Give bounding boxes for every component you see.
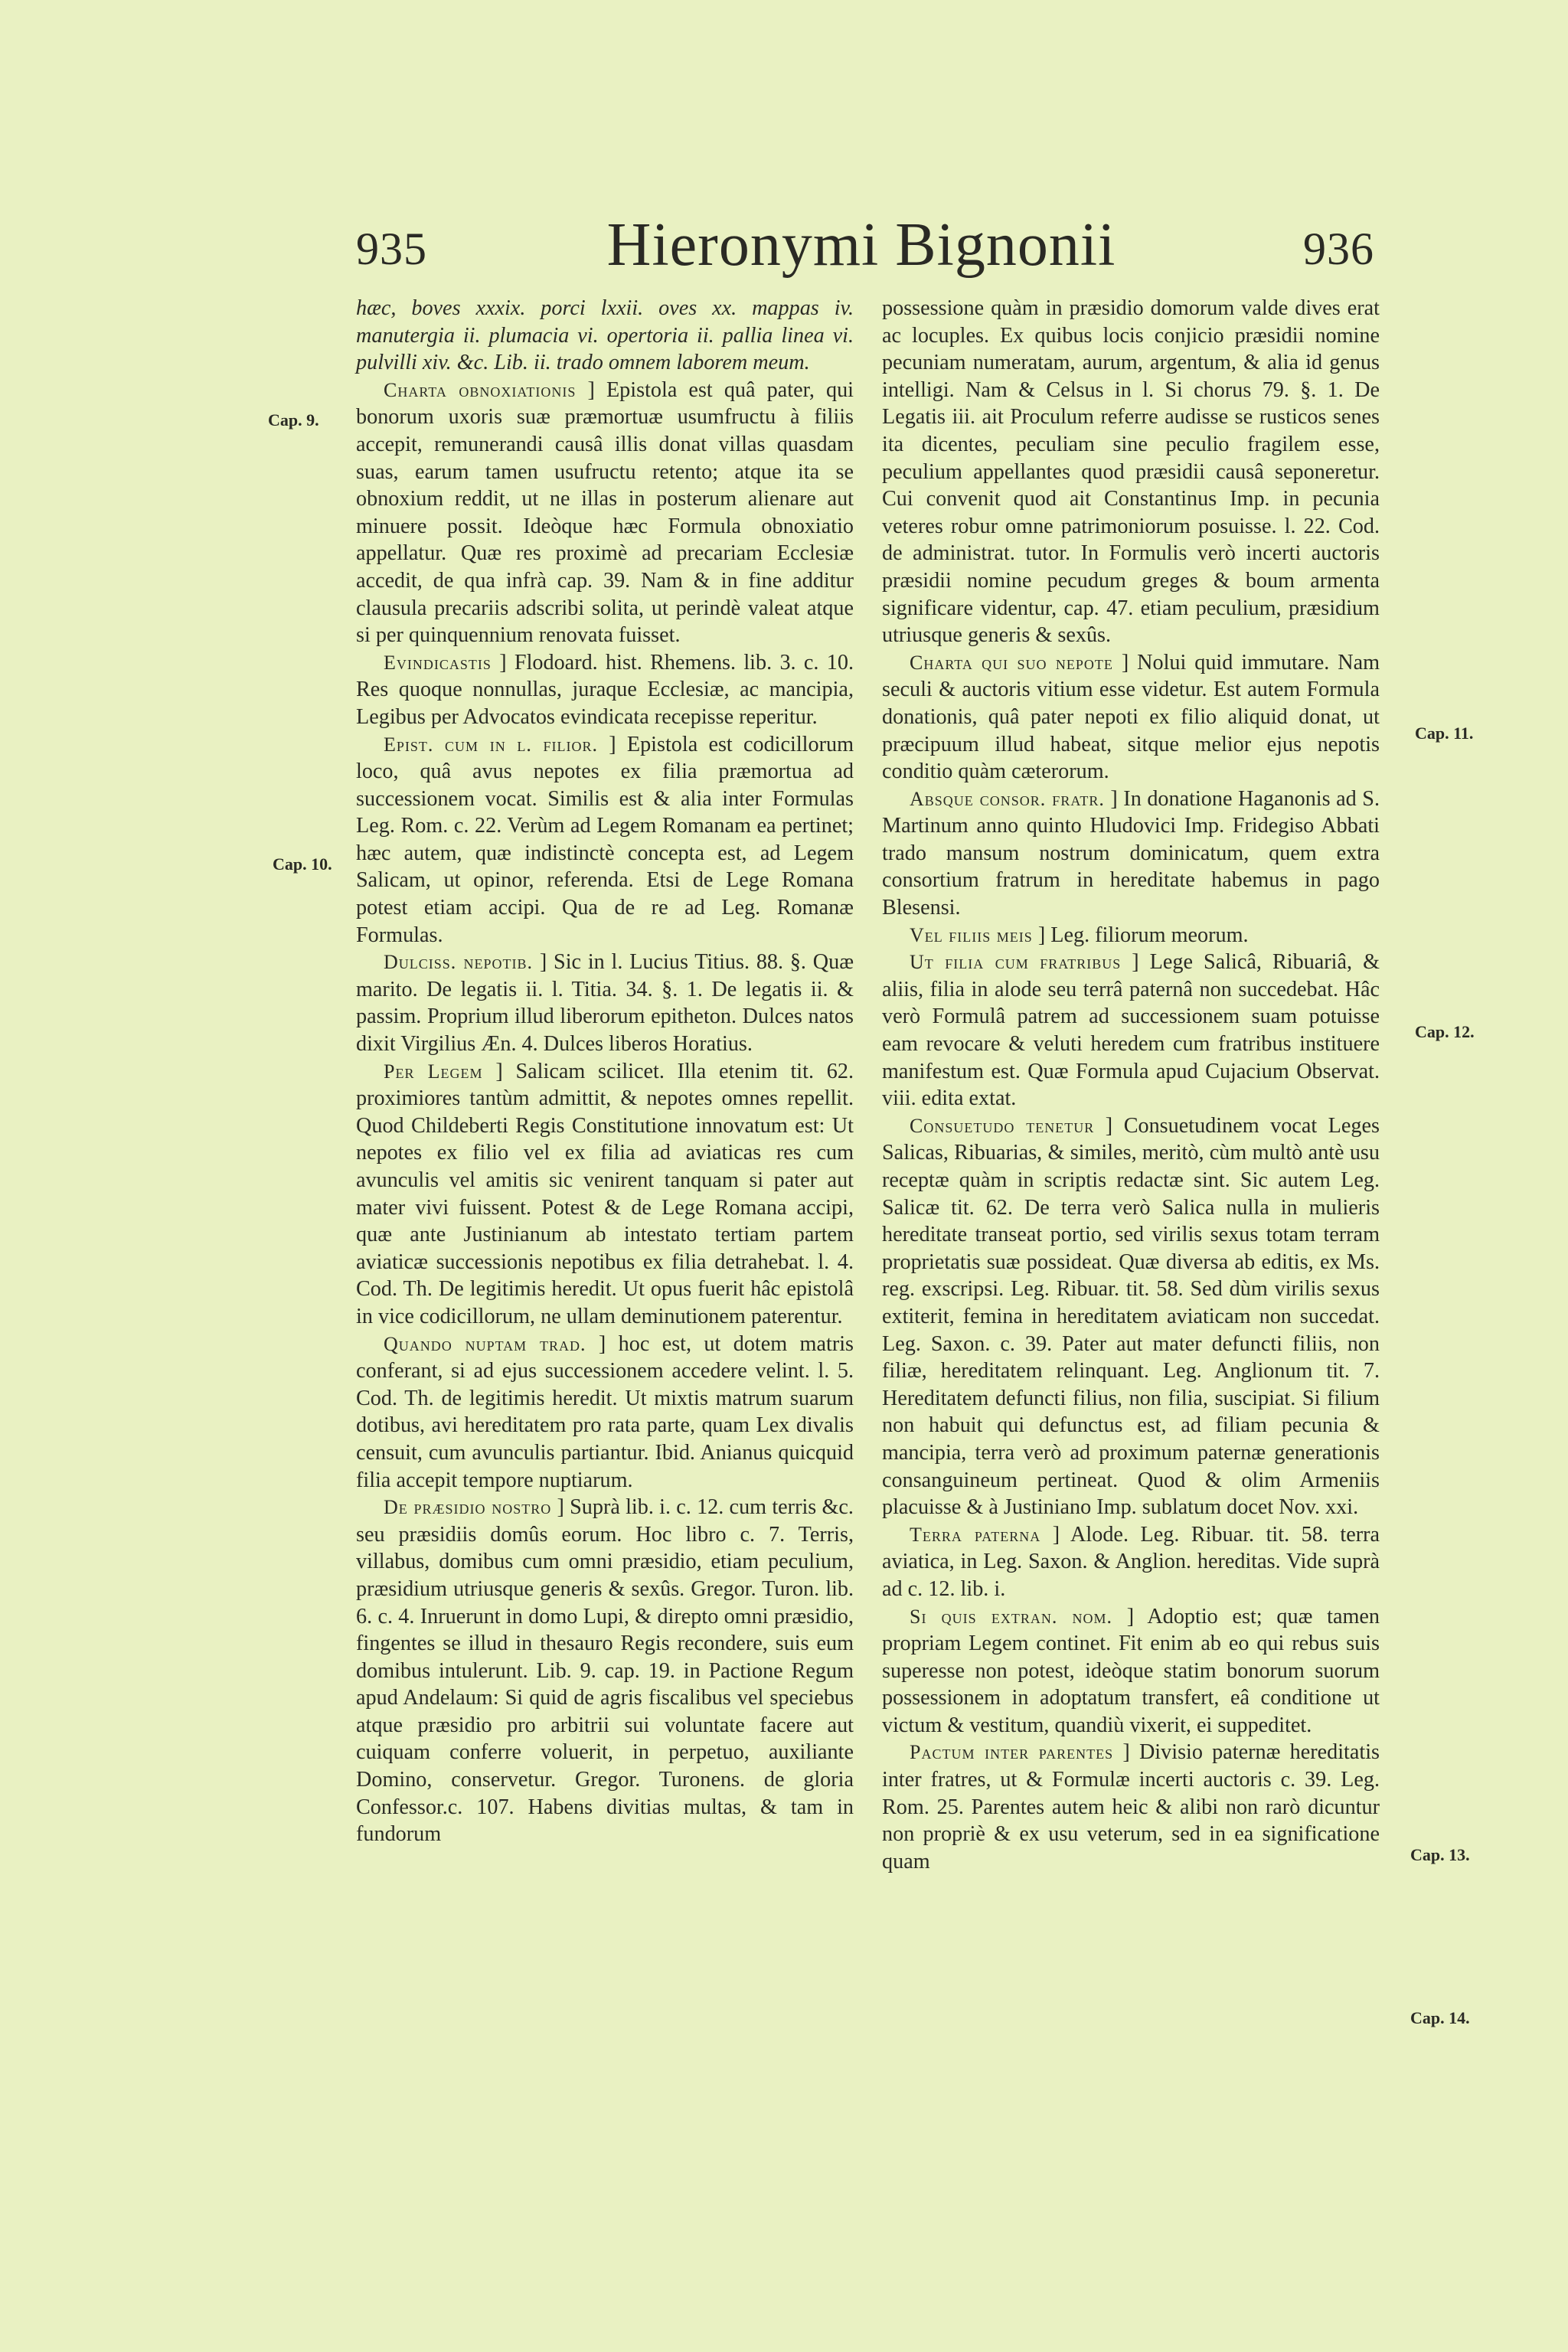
- left-column: [356, 295, 854, 1848]
- paragraph: De præsidio nostro ] Suprà lib. i. c. 12. cum terris &c. seu præsidiis domûs eorum. Hoc libro c. 7. Terris, villabus, domibus cum omni præsidio, etiam peculium, præsidium utriusque generis & sexûs. Gregor. Turon. lib. 6. c. 4. Inruerunt in domo Lupi, & direpto omni præsidio, fingentes se illud in thesauro Regis recondere, suis eum domibus intulerunt. Lib. 9. cap. 19. in Pactione Regum apud Andelaum: Si quid de agris fiscalibus vel speciebus atque præsidio pro arbitrii sui voluntate facere aut cuiquam conferre voluerit, in perpetuo, auxiliante Domino, conservetur. Gregor. Turonens. de gloria Confessor.c. 107. Habens divitias multas, & tam in fundorum: [356, 1495, 854, 1847]
- paragraph: Quando nuptam trad. ] hoc est, ut dotem matris conferant, si ad ejus successionem accedere velint. l. 5. Cod. Th. de legitimis heredit. Ut mixtis matrum suarum dotibus, avi hereditatem pro rata parte, quam Lex divalis censuit, cum avunculis partiantur. Ibid. Anianus quicquid filia accepit tempore nuptiarum.: [356, 1331, 854, 1492]
- paragraph: Terra paterna ] Alode. Leg. Ribuar. tit. 58. terra aviatica, in Leg. Saxon. & Anglion. hereditas. Vide suprà ad c. 12. lib. i.: [882, 1522, 1380, 1601]
- page-number-right: 936: [1303, 224, 1374, 274]
- paragraph: Si quis extran. nom. ] Adoptio est; quæ tamen propriam Legem continet. Fit enim ab eo qui rebus suis superesse non potest, ideòque statim bonorum suorum possessionem in adoptatum transfert, eâ conditione ut victum & vestitum, quandiù vixerit, ei suppeditet.: [882, 1604, 1380, 1737]
- paragraph: Pactum inter parentes ] Divisio paternæ hereditatis inter fratres, ut & Formulæ incerti auctoris c. 39. Leg. Rom. 25. Parentes autem heic & alibi non rarò dicuntur non propriè & ex usu veterum, sed in ea significatione quam: [882, 1740, 1380, 1873]
- page-header: [348, 211, 1374, 287]
- paragraph: Ut filia cum fratribus ] Lege Salicâ, Ribuariâ, & aliis, filia in alode seu terrâ paternâ non succedebat. Hâc verò Formulâ patrem ad successionem suam potuisse eam revocare & veluti heredem cum fratribus instituere manifestum est. Quæ Formula apud Cujacium Observat. viii. edita extat.: [882, 950, 1380, 1111]
- paragraph: Absque consor. fratr. ] In donatione Haganonis ad S. Martinum anno quinto Hludovici Imp. Fridegiso Abbati trado mansum nostrum dominicatum, quem extra consortium fratrum in hereditate habemus in pago Blesensi.: [882, 786, 1380, 920]
- paragraph: Charta obnoxiationis ] Epistola est quâ pater, qui bonorum uxoris suæ præmortuæ usumfructu à filiis accepit, remunerandi causâ illis donat villas quasdam suas, earum tamen usufructu retento; atque ita se obnoxium reddit, ut ne illas in posterum alienare aut minuere possit. Ideòque hæc Formula obnoxiatio appellatur. Quæ res proximè ad precariam Ecclesiæ accedit, de qua infrà cap. 39. Nam & in fine additur clausula precariis adscribi solita, ut perindè valeat atque si per quinquennium renovata fuisset.: [356, 377, 854, 648]
- paragraph: Vel filiis meis ] Leg. filiorum meorum.: [910, 923, 1249, 947]
- paragraph: Consuetudo tenetur ] Consuetudinem vocat Leges Salicas, Ribuarias, & similes, meritò, cùm multò antè usu receptæ quàm in scriptis redactæ sint. Sic autem Leg. Salicæ tit. 62. De terra verò Salica nulla in mulieris hereditate transeat portio, sed virilis sexus totam terram proprietatis suæ possideat. Quæ diversa ab editis, ex Ms. reg. exscripsi. Leg. Ribuar. tit. 58. Sed dùm virilis sexus extiterit, femina in hereditatem aviaticam non succedat. Leg. Saxon. c. 39. Pater aut mater defuncti filiis, non filiæ, hereditatem relinquant. Leg. Anglionum tit. 7. Hereditatem defuncti filius, non filia, suscipiat. Si filium non habuit qui defunctus est, ad filiam pecunia & mancipia, terra verò ad proximum paternæ generationis consanguineum pertineat. Quod & olim Armeniis placuisse & à Justiniano Imp. sublatum docet Nov. xxi.: [882, 1113, 1380, 1520]
- margin-note-cap13: Cap. 13.: [1410, 1845, 1470, 1864]
- margin-note-cap12: Cap. 12.: [1415, 1022, 1475, 1041]
- paragraph: Charta qui suo nepote ] Nolui quid immutare. Nam seculi & auctoris vitium esse videtur. Est autem Formula donationis, quâ pater nepoti ex filio aliquid donat, ut præcipuum illud habeat, sitque melior ejus nepotis conditio quàm cæterorum.: [882, 650, 1380, 784]
- margin-note-cap10: Cap. 10.: [273, 854, 332, 874]
- right-column: [882, 295, 1380, 1875]
- paragraph: Evindicastis ] Flodoard. hist. Rhemens. lib. 3. c. 10. Res quoque nonnullas, juraque Ecclesiæ, ac mancipia, Legibus per Advocatos evindicata recepisse reperitur.: [356, 650, 854, 729]
- margin-note-cap11: Cap. 11.: [1415, 724, 1474, 743]
- paragraph: Per Legem ] Salicam scilicet. Illa etenim tit. 62. proximiores tantùm admittit, & nepotes omnes repellit. Quod Childeberti Regis Constitutione innovatum est: Ut nepotes ex filio vel ex filia ad aviaticas res cum avunculis vel amitis sic venirent tanquam si pater aut mater vivi fuissent. Potest & de Lege Romana accipi, quæ ante Justinianum ab intestato tertiam partem aviaticæ successionis nepotibus ex filia detrahebat. l. 4. Cod. Th. De legitimis heredit. Ut opus fuerit hâc epistolâ in vice codicillorum, ne ullam deminutionem paterentur.: [356, 1059, 854, 1328]
- page-number-left: 935: [356, 224, 427, 274]
- paragraph: hæc, boves xxxix. porci lxxii. oves xx. mappas iv. manutergia ii. plumacia vi. opertoria ii. pallia linea vi. pulvilli xiv. &c. Lib. ii. trado omnem laborem meum.: [356, 296, 854, 375]
- margin-note-cap9: Cap. 9.: [268, 410, 319, 430]
- paragraph: possessione quàm in præsidio domorum valde dives erat ac locuples. Ex quibus locis conjicio præsidii nomine pecuniam numeratam, aurum, argentum, & alia id genus intelligi. Nam & Celsus in l. Si chorus 79. §. 1. De Legatis iii. ait Proculum referre audisse se rusticos senes ita dicentes, peculiam sine peculio fragilem esse, peculium appellantes quod præsidii causâ seponeretur. Cui convenit quod ait Constantinus Imp. in pecunia veteres robur omne patrimoniorum posuisse. l. 22. Cod. de administrat. tutor. In Formulis verò incerti auctoris præsidii nomine pecudum greges & boum armenta significare videntur, cap. 47. etiam peculium, præsidium utriusque generis & sexûs.: [882, 296, 1380, 648]
- paragraph: Epist. cum in l. filior. ] Epistola est codicillorum loco, quâ avus nepotes ex filia præmortua ad successionem vocat. Similis est & alia inter Formulas Leg. Rom. c. 22. Verùm ad Legem Romanam ea pertinet; hæc autem, quæ indistinctè concepta est, ad Legem Salicam, ut opinor, referenda. Etsi de Lege Romana potest etiam accipi. Qua de re ad Leg. Romanæ Formulas.: [356, 732, 854, 947]
- margin-note-cap14: Cap. 14.: [1410, 2008, 1470, 2027]
- running-title: Hieronymi Bignonii: [606, 211, 1116, 279]
- paragraph: Dulciss. nepotib. ] Sic in l. Lucius Titius. 88. §. Quæ marito. De legatis ii. l. Titia. 34. §. 1. De legatis ii. & passim. Proprium illud liberorum epitheton. Dulces natos dixit Virgilius Æn. 4. Dulces liberos Horatius.: [356, 950, 854, 1057]
